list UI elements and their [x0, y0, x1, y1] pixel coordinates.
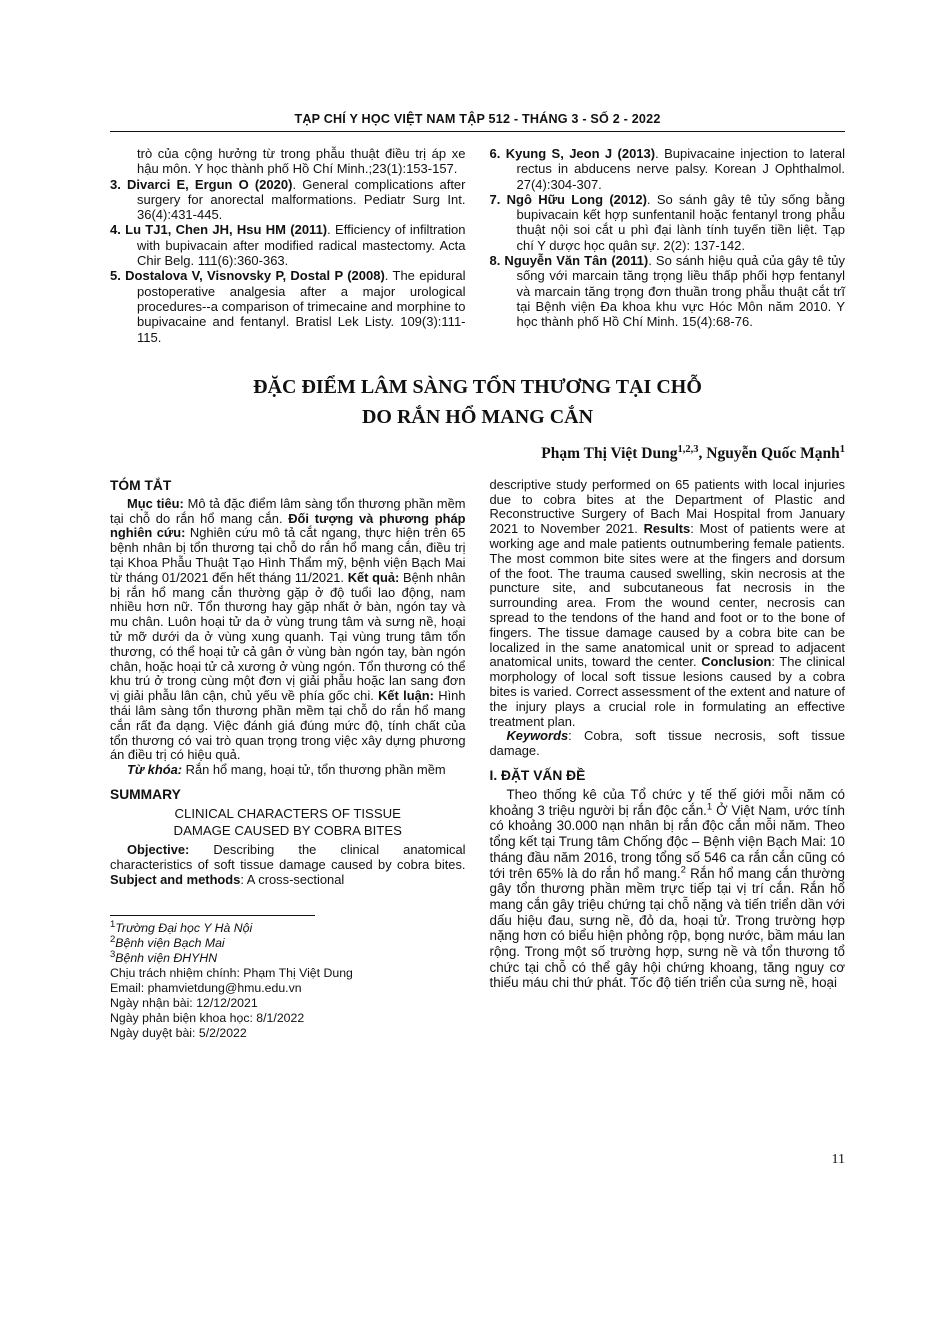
summary-subtitle-line1: CLINICAL CHARACTERS OF TISSUE: [174, 806, 401, 821]
reference-text: . Bupivacaine injection to lateral rectus in abducens nerve palsy. Korean J Ophthalmol. 27(4):304-307.: [516, 146, 845, 192]
introduction-heading: I. ĐẶT VẤN ĐỀ: [489, 768, 586, 783]
reference-text: trò của cộng hưởng từ trong phẫu thuật điều trị áp xe hậu môn. Y học thành phố Hồ Chí Minh.;23(1):153-157.: [137, 146, 466, 177]
footnote-received-date: Ngày nhận bài: 12/12/2021: [110, 996, 258, 1011]
summary-subtitle-line2: DAMAGE CAUSED BY COBRA BITES: [173, 822, 402, 838]
footnote: [110, 915, 466, 1041]
summary-keywords: Keywords: Cobra, soft tissue necrosis, soft tissue damage.: [489, 728, 845, 759]
right-column: [490, 478, 846, 1042]
page-header: [110, 112, 845, 132]
article-title: [110, 372, 845, 432]
article-authors: Phạm Thị Việt Dung$^{1,2,3}$, Nguyễn Quốc Mạnh$^1$: [541, 443, 845, 462]
abstract-heading: TÓM TẮT: [110, 477, 172, 493]
footnote-affiliation-1: $^1$Trường Đại học Y Hà Nội: [110, 919, 253, 936]
article-title-line1: ĐẶC ĐIỂM LÂM SÀNG TỔN THƯƠNG TẠI CHỖ: [253, 375, 702, 398]
footnote-corresponding-author: Chịu trách nhiệm chính: Phạm Thị Việt Dung: [110, 966, 353, 981]
page-number: 11: [831, 1152, 845, 1167]
left-column: [110, 478, 466, 1042]
footnote-rule: [110, 915, 315, 916]
reference-authors: 6. Kyung S, Jeon J (2013): [489, 146, 656, 161]
summary-body-left: Objective: Describing the clinical anatomical characteristics of soft tissue damage caused by cobra bites. Subject and methods: A cross-sectional: [110, 842, 466, 887]
summary-heading: SUMMARY: [110, 787, 181, 802]
abstract-body: Mục tiêu: Mô tả đặc điểm lâm sàng tổn thương phần mềm tại chỗ do rắn hổ mang cắn. Đối tượng và phương pháp nghiên cứu: Nghiên cứu mô tả cắt ngang, thực hiện trên 65 bệnh nhân bị tổn thương tại chỗ do rắn hổ mang cắn, điều trị tại Khoa Phẫu Thuật Tạo Hình Thẩm mỹ, bệnh viện Bạch Mai từ tháng 01/2021 đến hết tháng 11/2021. Kết quả: Bệnh nhân bị rắn hổ mang cắn thường gặp ở độ tuổi lao động, nam nhiều hơn nữ. Tổn thương hay gặp nhất ở bàn, ngón tay và mu chân. Luôn hoại tử da ở vùng trung tâm và sưng nề, hoại tử mỡ dưới da ở vùng xung quanh. Tại vùng trung tâm tổn thương, có thể hoại tử cả gân ở vùng bàn ngón tay, bàn ngón chân, hoặc hoại tử cả xương ở vùng ngón. Tổn thương có thể khu trú ở trong cùng một đơn vị giải phẫu hoặc lan sang đơn vị giải phẫu lân cận, chủ yếu về phía gốc chi. Kết luận: Hình thái lâm sàng tổn thương phần mềm tại chỗ do rắn hổ mang cắn rất đa dạng. Việc đánh giá đúng mức độ, tính chất của tổn thương có vai trò quan trọng trong việc xây dựng phương án điều trị có hiệu quả.: [110, 495, 466, 763]
footnote-email: Email: phamvietdung@hmu.edu.vn: [110, 981, 302, 996]
journal-header-title: TẠP CHÍ Y HỌC VIỆT NAM TẬP 512 - THÁNG 3 - SỐ 2 - 2022: [294, 112, 661, 126]
article-title-line2: DO RẮN HỔ MANG CẮN: [361, 405, 594, 428]
reference-authors: 5. Dostalova V, Visnovsky P, Dostal P (2008): [110, 268, 385, 284]
reference-text: . Efficiency of infiltration with bupivacain after modified radical mastectomy. Acta Chir Belg. 111(6):360-363.: [137, 222, 466, 269]
reference-text: . The epidural postoperative analgesia after a major urological procedures--a comparison of trimecaine and morphine to bupivacaine and fentanyl. Bratisl Lek Listy. 109(3):111-115.: [137, 268, 466, 345]
reference-item-8: [490, 253, 846, 329]
abstract-keywords: Từ khóa: Rắn hổ mang, hoại tử, tổn thương phần mềm: [127, 762, 446, 778]
footnote-affiliation-2: $^2$Bệnh viện Bạch Mai: [110, 934, 225, 951]
reference-item-3: [110, 177, 466, 223]
reference-authors: 3. Divarci E, Ergun O (2020): [110, 176, 293, 192]
reference-item-continuation: [110, 146, 466, 177]
references-column-right: [490, 146, 846, 345]
summary-subtitle: [110, 806, 466, 839]
references-section: [110, 146, 845, 345]
summary-body-right: descriptive study performed on 65 patients with local injuries due to cobra bites at the Department of Plastic and Reconstructive Surgery of Bach Mai Hospital from January 2021 to November 2021. Results: Most of patients were at working age and male patients outnumbering female patients. The most common bite sites were at the fingers and dorsum of the foot. The trauma caused swelling, skin necrosis at the puncture site, and subcutaneous fat necrosis in the surrounding area. From the wound center, necrosis can spread to the tendons of the hand and foot or to the bone of fingers. The tissue damage caused by a cobra bite can be localized in the same anatomical unit or spread to adjacent anatomical units, toward the center. Conclusion: The clinical morphology of local soft tissue lesions caused by a cobra bites is varied. Correct assessment of the extent and nature of the injury plays a crucial role in formulating an effective treatment plan.: [489, 476, 845, 729]
reference-item-5: [110, 268, 466, 344]
footnote-affiliation-3: $^3$Bệnh viện ĐHYHN: [110, 949, 218, 966]
introduction-body: Theo thống kê của Tổ chức y tế thế giới mỗi năm có khoảng 3 triệu người bị rắn độc cắn.$^1$ Ở Việt Nam, ước tính có khoảng 30.000 nạn nhân bị rắn độc cắn mỗi năm. Theo tổng kết tại Trung tâm Chống độc – Bệnh viện Bạch Mai: 10 tháng đầu năm 2016, trong tổng số 546 ca rắn cắn cũng có tới trên 65% là do rắn hổ mang.$^2$ Rắn hổ mang cắn thường gây tổn thương phần mềm trực tiếp tại vị trí cắn. Rắn hổ mang cắn gây triệu chứng tại chỗ nặng và tiến triển dần với dấu hiệu đau, sưng nề, đỏ da, hoại tử. Trong trường hợp nặng hơn có biểu hiện phỏng rộp, bọng nước, bầm máu lan rộng. Trong một số trường hợp, sưng nề và tổn thương tổ chức tại chỗ có thể gây hội chứng khoang, tăng nguy cơ thiếu máu chi thứ phát. Tốc độ tiến triển của sưng nề, hoại: [489, 787, 846, 991]
reference-authors: 7. Ngô Hữu Long (2012): [489, 191, 647, 207]
reference-text: . So sánh gây tê tủy sống bằng bupivacain kết hợp sunfentanil hoặc fentanyl trong phẫu thuật nội soi cắt u phì đại lành tính tuyến tiền liệt. Tạp chí Y dược học quân sự. 2(2): 137-142.: [516, 191, 845, 253]
page-content: [110, 112, 845, 1041]
reference-item-4: [110, 222, 466, 268]
reference-text: . So sánh hiệu quả của gây tê tủy sống với marcain tăng trọng liều thấp phối hợp fentanyl và marcain tăng trọng đơn thuần trong phẫu thuật cắt trĩ tại Bệnh viện Đa khoa khu vực Hóc Môn năm 2010. Y học thành phố Hồ Chí Minh. 15(4):68-76.: [516, 253, 846, 330]
reference-authors: 8. Nguyễn Văn Tân (2011): [489, 253, 649, 269]
references-column-left: [110, 146, 466, 345]
reference-authors: 4. Lu TJ1, Chen JH, Hsu HM (2011): [110, 222, 328, 238]
reference-text: . General complications after surgery for anorectal malformations. Pediatr Surg Int. 36(4):431-445.: [137, 176, 466, 223]
article-body: [110, 478, 845, 1042]
footnote-review-date: Ngày phản biện khoa học: 8/1/2022: [110, 1011, 305, 1026]
header-rule: [110, 131, 845, 132]
reference-item-7: [490, 192, 846, 253]
reference-item-6: [490, 146, 846, 192]
footnote-accepted-date: Ngày duyệt bài: 5/2/2022: [110, 1026, 247, 1041]
